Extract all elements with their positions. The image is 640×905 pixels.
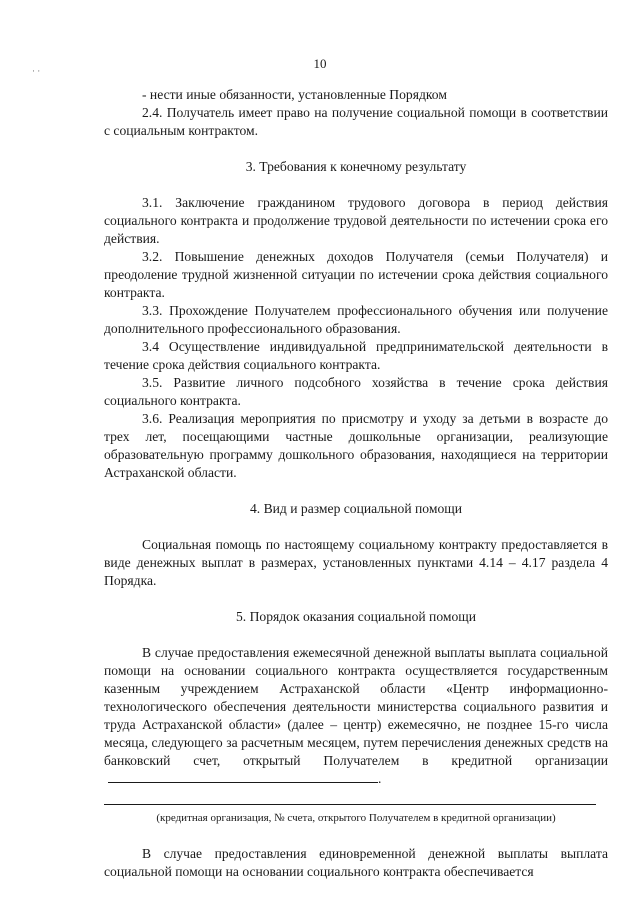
document-body: [104, 86, 608, 881]
blank-line: [108, 770, 378, 783]
section-heading: 5. Порядок оказания социальной помощи: [235, 609, 477, 624]
paragraph: В случае предоставления единовременной денежной выплаты выплата социальной помощи на основании социального контракта обеспечивается: [104, 846, 608, 879]
section-heading: 4. Вид и размер социальной помощи: [250, 501, 462, 516]
paragraph-text: В случае предоставления ежемесячной денежной выплаты выплата социальной помощи на основании социального контракта осуществляется государственным казенным учреждением Астраханской области «Центр информационно-технологического обеспечения деятельности министерства социального развития и труда Астраханской области» (далее – центр) ежемесячно, не позднее 15-го числа месяца, следующего за расчетным месяцем, путем перечисления денежных средств на банковский счет, открытый Получателем в кредитной организации: [104, 645, 608, 768]
paragraph: 3.4 Осуществление индивидуальной предпринимательской деятельности в течение срока действия социального контракта.: [104, 339, 608, 372]
field-caption: (кредитная организация, № счета, открытого Получателем в кредитной организации): [156, 812, 556, 824]
scan-speck: · ·: [32, 66, 41, 76]
paragraph: 3.3. Прохождение Получателем профессионального обучения или получение дополнительного профессионального образования.: [104, 303, 608, 336]
page-number: 10: [313, 56, 327, 71]
paragraph: - нести иные обязанности, установленные Порядком: [142, 87, 447, 102]
paragraph-end: .: [378, 771, 382, 786]
paragraph: 2.4. Получатель имеет право на получение социальной помощи в соответствии с социальным контрактом.: [104, 105, 608, 138]
paragraph: 3.2. Повышение денежных доходов Получателя (семьи Получателя) и преодоление трудной жизненной ситуации по истечении срока действия социального контракта.: [104, 249, 608, 300]
paragraph: 3.1. Заключение гражданином трудового договора в период действия социального контракта и продолжение трудовой деятельности по истечении срока его действия.: [104, 195, 608, 246]
section-heading: 3. Требования к конечному результату: [245, 159, 467, 174]
paragraph: 3.6. Реализация мероприятия по присмотру и уходу за детьми в возрасте до трех лет, посещающими частные дошкольные организации, реализующие образовательную программу дошкольного образования, находящиеся на территории Астраханской области.: [104, 411, 608, 480]
blank-line: [104, 788, 596, 805]
paragraph: [104, 644, 608, 788]
paragraph: 3.5. Развитие личного подсобного хозяйства в течение срока действия социального контракта.: [104, 375, 608, 408]
paragraph: Социальная помощь по настоящему социальному контракту предоставляется в виде денежных выплат в размерах, установленных пунктами 4.14 – 4.17 раздела 4 Порядка.: [104, 537, 608, 588]
